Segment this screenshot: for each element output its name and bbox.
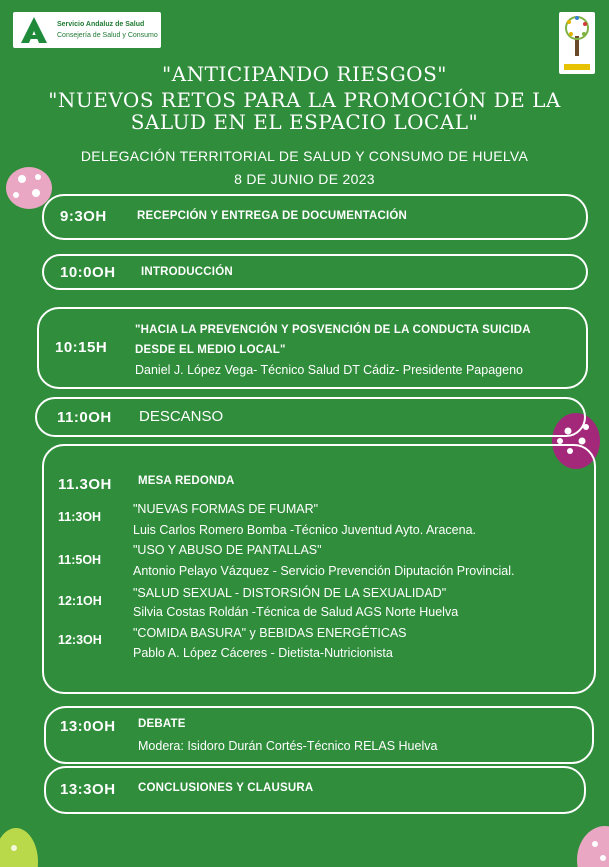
session-time: 9:3OH [60,208,107,225]
sas-logo-mark [17,15,51,45]
session-label: CONCLUSIONES Y CLAUSURA [138,782,314,794]
talk-time: 11:3OH [58,510,102,524]
session-break [35,397,586,437]
session-suicide-prevention [37,307,588,389]
talk-title: "SALUD SEXUAL - DISTORSIÓN DE LA SEXUALIDAD" [133,586,447,600]
session-time: 10:15H [55,339,108,356]
talk-speaker: Silvia Costas Roldán -Técnica de Salud AGS Norte Huelva [133,605,459,619]
session-label-line-1: "HACIA LA PREVENCIÓN Y POSVENCIÓN DE LA CONDUCTA SUICIDA [135,324,531,336]
session-time: 11.3OH [58,476,112,493]
title-line-2: "NUEVOS RETOS PARA LA PROMOCIÓN DE LA [48,88,561,112]
logo-line-2: Consejería de Salud y Consumo [57,32,158,39]
session-label: RECEPCIÓN Y ENTREGA DE DOCUMENTACIÓN [137,210,408,222]
session-label: DEBATE [138,718,186,730]
session-time: 11:0OH [57,409,112,426]
tree-icon [559,12,595,64]
session-time: 10:0OH [60,264,116,281]
session-label: MESA REDONDA [138,475,235,487]
talk-title: "COMIDA BASURA" y BEBIDAS ENERGÉTICAS [133,626,407,640]
talk-title: "NUEVAS FORMAS DE FUMAR" [133,502,319,516]
title-line-3: SALUD EN EL ESPACIO LOCAL" [130,110,479,134]
sas-logo [13,12,161,48]
session-label-line-2: DESDE EL MEDIO LOCAL" [135,344,286,356]
session-speaker: Daniel J. López Vega- Técnico Salud DT Cádiz- Presidente Papageno [135,363,523,377]
session-time: 13:3OH [60,781,116,798]
session-speaker: Modera: Isidoro Durán Cortés-Técnico RELAS Huelva [138,739,438,753]
delegation-text: DELEGACIÓN TERRITORIAL DE SALUD Y CONSUMO DE HUELVA [80,148,529,164]
talk-time: 11:5OH [58,553,102,567]
session-debate [44,706,594,764]
talk-speaker: Antonio Pelayo Vázquez - Servicio Prevención Diputación Provincial. [133,564,515,578]
talk-time: 12:1OH [58,594,102,608]
session-introduction [42,254,588,290]
egg-pink-corner-icon [575,824,609,867]
talk-speaker: Pablo A. López Cáceres - Dietista-Nutricionista [133,646,393,660]
session-reception [42,194,588,240]
title-line-1: "ANTICIPANDO RIESGOS" [162,62,447,86]
session-time: 13:0OH [60,718,116,735]
session-label: DESCANSO [139,408,224,425]
talk-title: "USO Y ABUSO DE PANTALLAS" [133,543,322,557]
logo-line-1: Servicio Andaluz de Salud [57,21,145,28]
egg-green-icon [0,826,40,867]
session-label: INTRODUCCIÓN [141,266,233,278]
talk-time: 12:3OH [58,633,102,647]
session-round-table [42,444,596,694]
session-closing [44,766,586,814]
talk-speaker: Luis Carlos Romero Bomba -Técnico Juventud Ayto. Aracena. [133,523,476,537]
event-date: 8 DE JUNIO DE 2023 [234,171,375,187]
